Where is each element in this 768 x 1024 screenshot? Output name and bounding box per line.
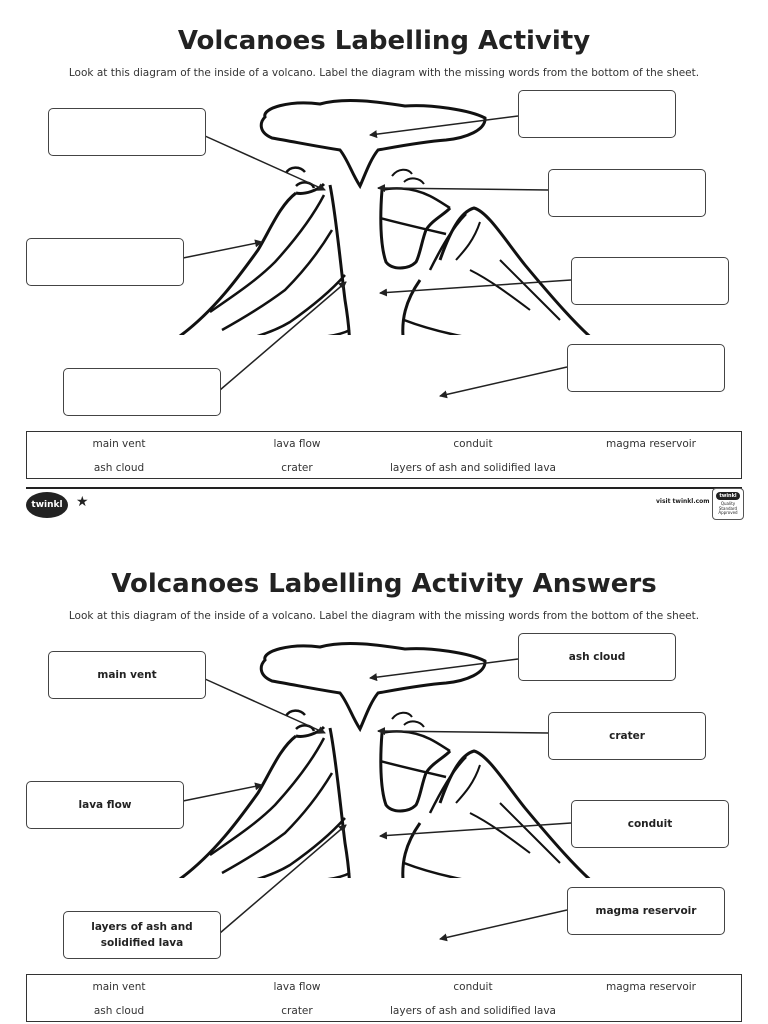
answer-box-crater: crater <box>548 712 706 760</box>
footer-divider <box>26 487 742 489</box>
word-bank-item: main vent <box>92 438 146 450</box>
answer-box-conduit: conduit <box>571 800 729 848</box>
arrow-magma-1 <box>440 367 567 396</box>
answer-box-magma-reservoir: magma reservoir <box>567 887 725 935</box>
label-box-main-vent[interactable] <box>48 108 206 156</box>
label-box-magma-reservoir[interactable] <box>567 344 725 392</box>
word-bank-item: ash cloud <box>93 1005 145 1017</box>
visit-link[interactable]: visit twinkl.com <box>656 498 710 505</box>
answer-layers-line-1: layers of ash and <box>91 920 193 933</box>
arrow-crater <box>378 188 548 190</box>
label-box-layers[interactable] <box>63 368 221 416</box>
quality-badge <box>712 488 744 520</box>
arrow-conduit <box>380 280 571 293</box>
label-box-conduit[interactable] <box>571 257 729 305</box>
arrow-layers <box>220 282 346 390</box>
answer-box-ash-cloud: ash cloud <box>518 633 676 681</box>
label-box-crater[interactable] <box>548 169 706 217</box>
word-bank-item: crater <box>281 462 313 474</box>
page-title: Volcanoes Labelling Activity <box>177 26 591 56</box>
word-bank-item: layers of ash and solidified lava <box>390 1005 556 1017</box>
answer-layers-line-2: solidified lava <box>100 937 184 949</box>
arrow-main-vent <box>205 136 325 190</box>
instructions-text: Look at this diagram of the inside of a volcano. Label the diagram with the missing words from the bottom of the sheet. <box>68 67 700 79</box>
word-bank-item: main vent <box>92 981 146 993</box>
answer-box-main-vent: main vent <box>48 651 206 699</box>
word-bank-item: lava flow <box>273 981 321 993</box>
word-bank-item: layers of ash and solidified lava <box>390 462 556 474</box>
badge-caption: Quality Standard Approved <box>718 501 738 516</box>
word-bank-item: lava flow <box>273 438 321 450</box>
twinkl-logo: twinkl <box>26 492 68 518</box>
label-box-ash-cloud[interactable] <box>518 90 676 138</box>
arrow-ash-cloud <box>370 116 518 135</box>
star-icon: ★ <box>76 494 89 510</box>
answer-box-lava-flow: lava flow <box>26 781 184 829</box>
badge-title: twinkl <box>716 492 739 500</box>
word-bank-item: magma reservoir <box>606 981 696 993</box>
word-bank-item: magma reservoir <box>606 438 696 450</box>
answers-word-bank <box>26 974 742 1022</box>
arrow-lava-flow <box>183 242 262 258</box>
label-box-lava-flow[interactable] <box>26 238 184 286</box>
word-bank-item: conduit <box>453 438 493 450</box>
word-bank-item: conduit <box>453 981 493 993</box>
answer-box-layers <box>63 911 221 959</box>
word-bank-item: ash cloud <box>93 462 145 474</box>
word-bank <box>26 431 742 479</box>
answers-instructions-text: Look at this diagram of the inside of a volcano. Label the diagram with the missing words from the bottom of the sheet. <box>68 610 700 622</box>
answers-title: Volcanoes Labelling Activity Answers <box>111 569 657 599</box>
word-bank-item: crater <box>281 1005 313 1017</box>
